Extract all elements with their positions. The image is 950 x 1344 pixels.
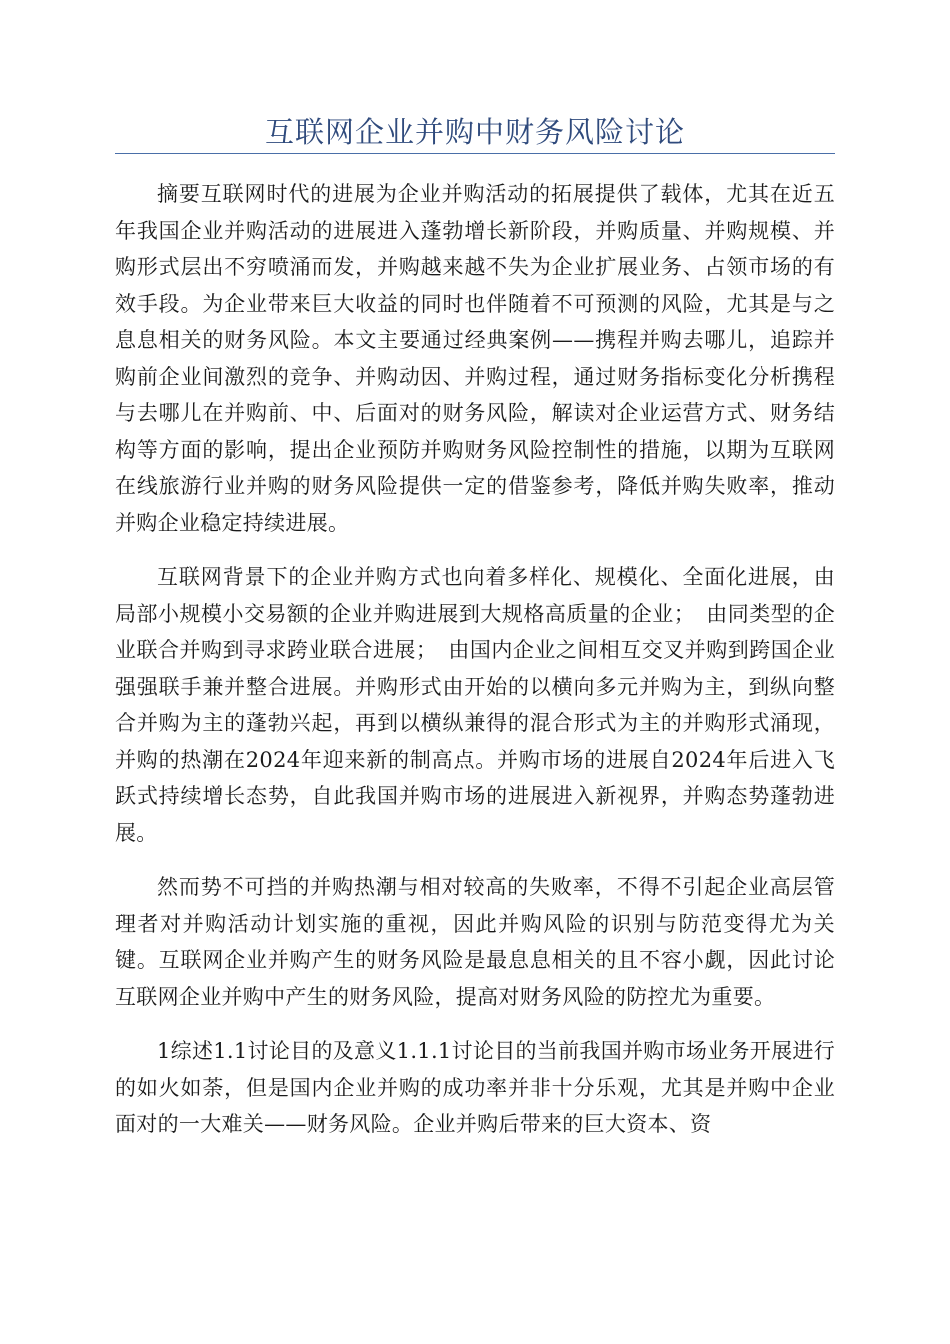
paragraph-background: 互联网背景下的企业并购方式也向着多样化、规模化、全面化进展，由局部小规模小交易额的企业并购进展到大规格高质量的企业； 由同类型的企业联合并购到寻求跨业联合进展； 由国内企业之间相互交叉并购到跨国企业强强联手兼并整合进展。并购形式由开始的以横向多元并购为主，到纵向整合并购为主的蓬勃兴起，再到以横纵兼得的混合形式为主的并购形式涌现，并购的热潮在2024年迎来新的制高点。并购市场的进展自2024年后进入飞跃式持续增长态势，自此我国并购市场的进展进入新视界，并购态势蓬勃进展。	[115, 565, 835, 845]
paragraph-risk-importance: 然而势不可挡的并购热潮与相对较高的失败率，不得不引起企业高层管理者对并购活动计划实施的重视，因此并购风险的识别与防范变得尤为关键。互联网企业并购产生的财务风险是最息息相关的且不容小觑，因此讨论互联网企业并购中产生的财务风险，提高对财务风险的防控尤为重要。	[115, 875, 835, 1009]
document-body	[115, 176, 835, 1161]
paragraph-overview: 1综述1.1讨论目的及意义1.1.1讨论目的当前我国并购市场业务开展进行的如火如荼，但是国内企业并购的成功率并非十分乐观，尤其是并购中企业面对的一大难关——财务风险。企业并购后带来的巨大资本、资	[115, 1039, 835, 1136]
document-title: 互联网企业并购中财务风险讨论	[264, 115, 685, 149]
paragraph-abstract: 摘要互联网时代的进展为企业并购活动的拓展提供了载体，尤其在近五年我国企业并购活动的进展进入蓬勃增长新阶段，并购质量、并购规模、并购形式层出不穷喷涌而发，并购越来越不失为企业扩展业务、占领市场的有效手段。为企业带来巨大收益的同时也伴随着不可预测的风险，尤其是与之息息相关的财务风险。本文主要通过经典案例——携程并购去哪儿，追踪并购前企业间激烈的竞争、并购动因、并购过程，通过财务指标变化分析携程与去哪儿在并购前、中、后面对的财务风险，解读对企业运营方式、财务结构等方面的影响，提出企业预防并购财务风险控制性的措施，以期为互联网在线旅游行业并购的财务风险提供一定的借鉴参考，降低并购失败率，推动并购企业稳定持续进展。	[115, 182, 835, 535]
title-underline	[115, 153, 835, 154]
